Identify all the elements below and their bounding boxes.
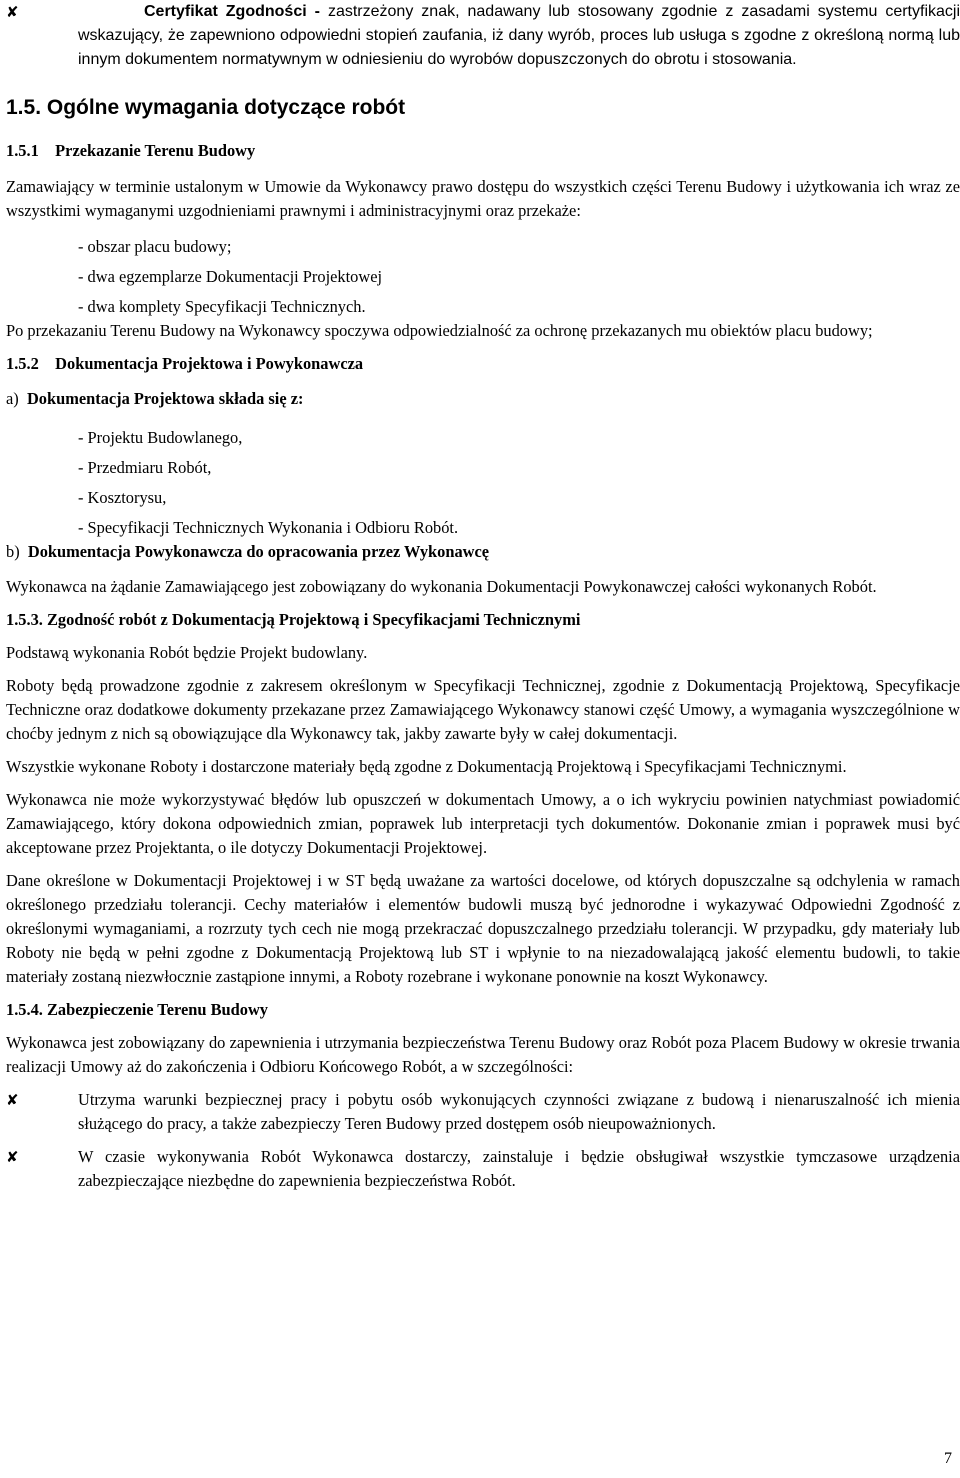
paragraph: Roboty będą prowadzone zgodnie z zakresem określonym w Specyfikacji Technicznej, zgodnie z Dokumentacją Projektową, Specyfikacje Techniczne oraz dodatkowe dokumenty przekazane przez Zamawiającego Wykonawcy stanowi część Umowy, a wymagania wyszczególnione w choćby jednym z nich są obowiązujące dla Wykonawcy tak, jakby zawarte były w całej dokumentacji. <box>6 676 960 743</box>
cross-bullet-icon: ✘ <box>6 1091 19 1109</box>
point-a-heading <box>6 387 960 411</box>
subsection-heading-1-5-4 <box>6 998 960 1022</box>
handover-list <box>6 235 960 319</box>
cross-bullet-icon: ✘ <box>6 1148 19 1166</box>
subsection-number: 1.5.2 <box>6 354 39 373</box>
subsection-title: Przekazanie Terenu Budowy <box>55 141 256 160</box>
subsection-heading-1-5-1 <box>6 139 960 163</box>
definition-text: zastrzeżony znak, nadawany lub stosowany zgodnie z zasadami systemu certyfikacji wskazujący, że zapewniono odpowiedni stopień zaufania, iż dany wyrób, proces lub usługa s zgodne z określoną normą lub innym dokumentem normatywnym w odniesieniu do wyrobów dopuszczonych do obrotu i stosowania. <box>78 3 960 68</box>
point-label: b) <box>6 542 20 561</box>
bullet-text: Utrzyma warunki bezpiecznej pracy i pobytu osób wykonujących czynności związane z budową i nienaruszalność ich mienia służącego do pracy, a także zabezpieczy Teren Budowy przed dostępem osób nieupoważnionych. <box>78 1090 960 1133</box>
paragraph: Podstawą wykonania Robót będzie Projekt budowlany. <box>6 643 368 662</box>
bullet-item <box>6 1145 960 1193</box>
definition-term: Certyfikat Zgodności - <box>144 3 320 20</box>
paragraph: Po przekazaniu Terenu Budowy na Wykonawcy spoczywa odpowiedzialność za ochronę przekazanych mu obiektów placu budowy; <box>6 321 873 340</box>
paragraph: Wykonawca na żądanie Zamawiającego jest zobowiązany do wykonania Dokumentacji Powykonawczej całości wykonanych Robót. <box>6 577 877 596</box>
list-item: - Projektu Budowlanego, <box>78 428 243 447</box>
subsection-title: Zgodność robót z Dokumentacją Projektową i Specyfikacjami Technicznymi <box>47 610 581 629</box>
paragraph: Zamawiający w terminie ustalonym w Umowie da Wykonawcy prawo dostępu do wszystkich części Terenu Budowy i użytkowania ich wraz ze wszystkimi wymaganymi uzgodnieniami prawnymi i administracyjnymi oraz przekaże: <box>6 177 960 220</box>
subsection-number: 1.5.1 <box>6 141 39 160</box>
paragraph: Wszystkie wykonane Roboty i dostarczone materiały będą zgodne z Dokumentacją Projektową i Specyfikacjami Technicznymi. <box>6 757 847 776</box>
paragraph: Dane określone w Dokumentacji Projektowej i w ST będą uważane za wartości docelowe, od których dopuszczalne są odchylenia w ramach określonego przedziału tolerancji. Cechy materiałów i elementów budowli muszą być jednorodne i wykazywać Odpowiedni Zgodność z określonymi wymaganiami, a rozrzuty tych cech nie mogą przekraczać dopuszczalnego przedziału tolerancji. W przypadku, gdy materiały lub Roboty nie będą w pełni zgodne z Dokumentacją Projektową lub ST i wpłynie to na niezadowalającą jakość elementu budowli, to takie materiały zostaną niezwłocznie zastąpione innymi, a Roboty rozebrane i wykonane ponownie na koszt Wykonawcy. <box>6 871 960 986</box>
list-item: - Specyfikacji Technicznych Wykonania i Odbioru Robót. <box>78 518 459 537</box>
documentation-list <box>6 426 960 540</box>
point-label: a) <box>6 389 19 408</box>
list-item: - Kosztorysu, <box>78 488 167 507</box>
definition-certyfikat <box>6 0 960 72</box>
list-item: - Przedmiaru Robót, <box>78 458 212 477</box>
point-title: Dokumentacja Powykonawcza do opracowania przez Wykonawcę <box>27 542 490 561</box>
subsection-heading-1-5-2 <box>6 352 960 376</box>
subsection-number: 1.5.4. <box>6 1000 43 1019</box>
subsection-title: Dokumentacja Projektowa i Powykonawcza <box>55 354 364 373</box>
list-item: - dwa egzemplarze Dokumentacji Projektowej <box>78 267 383 286</box>
paragraph: Wykonawca jest zobowiązany do zapewnienia i utrzymania bezpieczeństwa Terenu Budowy oraz Robót poza Placem Budowy w okresie trwania realizacji Umowy aż do zakończenia i Odbioru Końcowego Robót, a w szczególności: <box>6 1033 960 1076</box>
bullet-item <box>6 1088 960 1136</box>
bullet-text: W czasie wykonywania Robót Wykonawca dostarczy, zainstaluje i będzie obsługiwał wszystkie tymczasowe urządzenia zabezpieczające niezbędne do zapewnienia bezpieczeństwa Robót. <box>78 1147 960 1190</box>
subsection-heading-1-5-3 <box>6 608 960 632</box>
document-page <box>6 0 960 1193</box>
subsection-number: 1.5.3. <box>6 610 43 629</box>
subsection-title: Zabezpieczenie Terenu Budowy <box>47 1000 268 1019</box>
list-item: - dwa komplety Specyfikacji Technicznych. <box>78 297 366 316</box>
list-item: - obszar placu budowy; <box>78 237 232 256</box>
paragraph: Wykonawca nie może wykorzystywać błędów lub opuszczeń w dokumentach Umowy, a o ich wykryciu powinien natychmiast powiadomić Zamawiającego, który dokona odpowiednich zmian, poprawek lub interpretacji tych dokumentów. Dokonanie zmian i poprawek musi być akceptowane przez Projektanta, o ile dotyczy Dokumentacji Projektowej. <box>6 790 960 857</box>
cross-bullet-icon: ✘ <box>6 3 19 21</box>
point-b-heading <box>6 540 960 564</box>
page-number: 7 <box>944 1450 952 1467</box>
point-title: Dokumentacja Projektowa składa się z: <box>26 389 304 408</box>
section-heading-1-5: 1.5. Ogólne wymagania dotyczące robót <box>6 96 406 119</box>
